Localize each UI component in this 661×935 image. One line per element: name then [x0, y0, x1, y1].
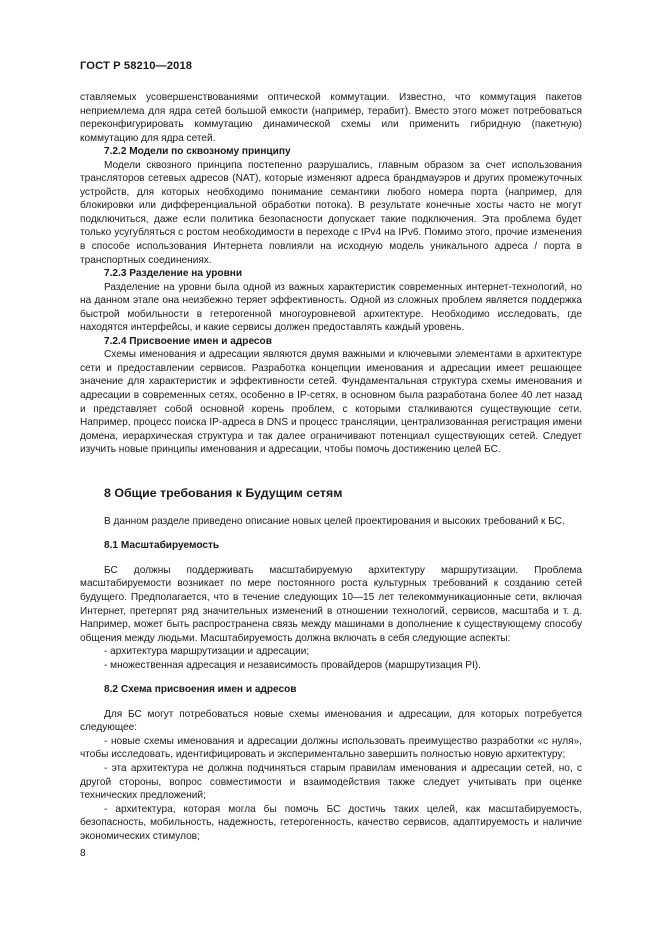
section-8-text: В данном разделе приведено описание новых целей проектирования и высоких требований к БС.	[104, 515, 565, 527]
document-header: ГОСТ Р 58210—2018	[80, 60, 193, 72]
list-item: - множественная адресация и независимость провайдеров (маршрутизация PI).	[104, 659, 481, 671]
document-body	[80, 91, 582, 843]
section-8-1-heading: 8.1 Масштабируемость	[104, 540, 220, 552]
intro-paragraph: ставляемых усовершенствованиями оптической коммутации. Известно, что коммутация пакетов неприемлема для ядра сетей большой емкости (например, терабит). Вместо этого может потребоваться переконфигурировать коммутацию динамической схемы или применить гибридную (пакетную) коммутацию для ядра сетей.	[80, 92, 582, 144]
section-7-2-2-heading: 7.2.2 Модели по сквозному принципу	[104, 146, 291, 158]
list-item: - архитектура маршрутизации и адресации;	[104, 646, 310, 658]
section-7-2-2-text: Модели сквозного принципа постепенно разрушались, главным образом за счет использования трансляторов сетевых адресов (NAT), которые изменяют адреса брандмауэров и других промежуточных устройств, для которых необходимо понимание семантики любого номера порта (например, для блокировки или дифференциальной обработки потока). В результате конечные хосты часто не могут подключиться, даже если политика безопасности допускает такие подключения. Эта проблема будет только усугубляться с ростом необходимости в переходе с IPv4 на IPv6. Помимо этого, прочие изменения в способе использования Интернета повлияли на исходную модель уникального адреса / порта в транспортных соединениях.	[80, 159, 582, 266]
section-7-2-3-heading: 7.2.3 Разделение на уровни	[104, 268, 243, 280]
section-7-2-4-text: Схемы именования и адресации являются двумя важными и ключевыми элементами в архитектуре сети и предоставлении сервисов. Разработка концепции именования и адресации имеет решающее значение для характеристик и эффективности сетей. Фундаментальная структура схемы именования и адресации в современных сетях, особенно в IP-сетях, в основном была разработана более 40 лет назад и представляет собой основной корень проблем, с которыми сталкиваются существующие сети. Например, процесс поиска IP-адреса в DNS и процесс трансляции, централизованная регистрация имени домена, иерархическая структура и так далее ограничивают потенциал существующих сетей. Следует изучить новые принципы именования и адресации, чтобы помочь достижению целей БС.	[80, 349, 582, 456]
section-8-2-heading: 8.2 Схема присвоения имен и адресов	[104, 684, 297, 696]
section-8-1-text: БС должны поддерживать масштабируемую архитектуру маршрутизации. Проблема масштабируемости возникает по мере постоянного роста культурных требований к созданию сетей будущего. Предполагается, что в течение следующих 10—15 лет телекоммуникационные сети, включая Интернет, претерпят ряд значительных изменений в отношении технологий, сервисов, масштаба и т. д. Например, может быть распространена связь между машинами в дополнение к существующему способу общения между людьми. Масштабируемость должна включать в себя следующие аспекты:	[80, 564, 582, 644]
list-item: - новые схемы именования и адресации должны использовать преимущество разработки «с нуля», чтобы исследовать, идентифицировать и экспериментально завершить полностью новую архитектуру;	[80, 735, 582, 761]
list-item: - архитектура, которая могла бы помочь БС достичь таких целей, как масштабируемость, безопасность, мобильность, надежность, гетерогенность, качество сервисов, адаптируемость и наличие экономических стимулов;	[80, 803, 582, 842]
page-number: 8	[80, 848, 86, 859]
section-8-2-text: Для БС могут потребоваться новые схемы именования и адресации, для которых потребуется следующее:	[80, 708, 582, 734]
section-8-heading: 8 Общие требования к Будущим сетям	[104, 485, 343, 500]
list-item: - эта архитектура не должна подчиняться старым правилам именования и адресации сетей, но, с другой стороны, вопрос совместимости и взаимодействия также следует учитывать при оценке технических предложений;	[80, 762, 582, 802]
section-7-2-3-text: Разделение на уровни была одной из важных характеристик современных интернет-технологий, но на данном этапе она неизбежно теряет эффективность. Одной из сложных проблем является поддержка быстрой мобильности в гетерогенной многоуровневой архитектуре. Необходимо исследовать, где находятся интерфейсы, и какие сервисы должен предоставлять каждый уровень.	[80, 281, 582, 334]
section-7-2-4-heading: 7.2.4 Присвоение имен и адресов	[104, 335, 272, 347]
section-8-1-list	[80, 645, 582, 672]
